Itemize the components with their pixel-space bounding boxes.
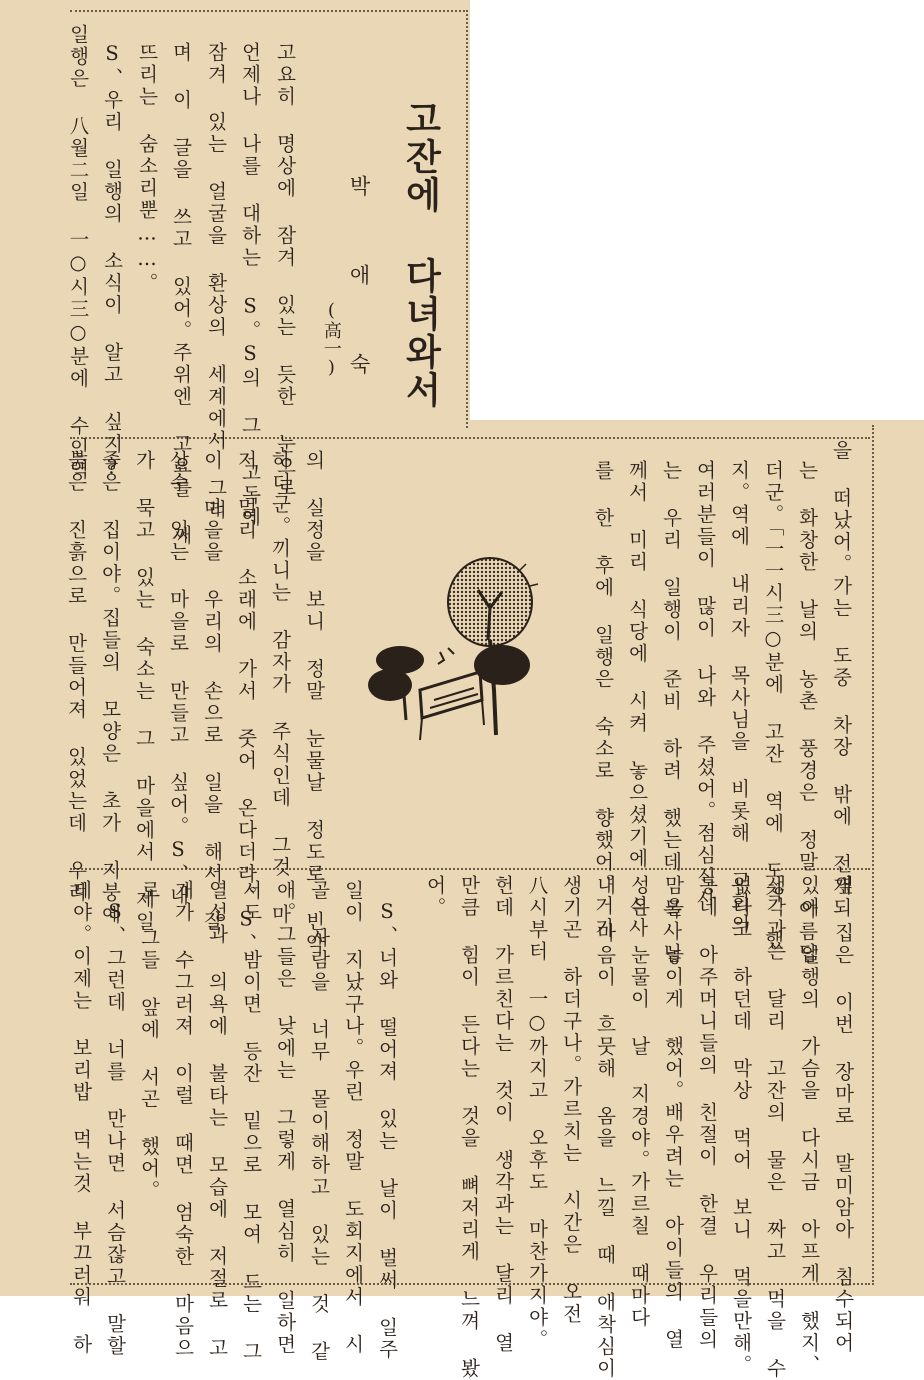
text-line: S、그런데 너를 만나면 서슴잖고 말할 [103,900,127,1358]
text-line: 하더군。끼니는 감자가 주식인데 그것 마 [268,450,292,926]
top-rule [70,10,465,12]
text-line: 없다고 하던데 막상 먹어 보니 먹을만해。 [729,875,753,1377]
text-line: 생각과는 달리 고잔의 물은 짜고 먹을 수 [763,875,787,1380]
text-line: 이 마을을 우리의 손으로 일을 해서 잘 [200,450,224,933]
text-line: 일행은 八월二일 一○시三○분에 수인역 [66,24,90,482]
text-line: 살수 있는 마을로 만들고 싶어。S、내 [166,450,190,908]
text-line: 뜨리는 숨소리뿐……。 [135,42,159,295]
text-line: 골 사람을 너무 몰이해하고 있는 것 같 [307,880,331,1363]
text-line: 테야。이제는 보리밥 먹는것 부끄러워 하 [69,880,93,1356]
text-line: 을 떠났어。가는 도중 차장 밖에 전개되 [829,440,853,920]
text-line: 저 멀리 소래에 가서 줏어 온다더라。S、 [234,450,258,955]
text-line: 더군。「一一시三○분에 고잔 역에 도착 했 [761,460,785,952]
text-line: 언제나 나를 대하는 S。S의 그 고독에 [238,42,262,529]
text-line: 만큼 힘이 든다는 것을 뼈저리게 느껴 봤 [457,875,481,1380]
bench-tree-illustration [360,550,550,750]
article-author: 박 애 숙 [347,175,371,396]
text-line: 헌데 가르친다는 것이 생각과는 달리 열 [491,875,515,1355]
text-line: 생기곤 하더구나。가르치는 시간은 오전 [559,875,583,1326]
text-line: 를 한 후에 일행은 숙소로 향했어。거기 [591,460,615,940]
text-line: 는 화창한 날의 농촌 풍경은 정말 아름답 [795,460,819,965]
text-line: 서도 밤이면 등잔 밑으로 모여 드는 그 [239,880,263,1363]
text-line: S、우리 일행의 소식이 알고 싶지? [100,42,124,481]
text-line: 로 그들 앞에 서곤 했어。 [137,880,161,1202]
text-line: 성은 눈물이 날 지경야。가르칠 때마다 [627,875,651,1329]
text-line: 옆 집은 이번 장마로 말미암아 침수되어 [831,875,855,1355]
top-right-rule [466,10,468,428]
text-line: 어。 [423,875,447,919]
text-line: 여러분들이 많이 나와 주셨어。점심식사 [693,460,717,911]
text-line: 께서 미리 식당에 시켜 놓으셨기에 식사 [625,460,649,940]
text-line: 지。역에 내리자 목사님을 비롯해 교회의 [727,460,751,936]
text-line: S、너와 떨어져 있는 날이 벌써 일주 [375,900,399,1361]
text-line: 개가 수그러져 이럴 때면 엄숙한 마음으 [171,880,195,1360]
article-grade: (高一) [320,300,342,378]
text-line: 있어 일행의 가슴을 다시금 아프게 했지、 [797,875,821,1377]
text-line: 열성과 의욕에 불타는 모습에 저절로 고 [205,880,229,1360]
text-line: 며 이 글을 쓰고 있어。주위엔 고요를 깨 [169,42,193,547]
text-line: 맘을 놓이게 했어。배우려는 아이들의 열 [661,875,685,1351]
text-line: 의 실정을 보니 정말 눈물날 정도로 빈약 [302,450,326,955]
text-line: 동네 아주머니들의 친절이 한결 우리들의 [695,875,719,1351]
text-line: 애。그들은 낮에는 그렇게 열심히 일하면 [273,880,297,1356]
text-line: 八시부터 一○까지고 오후도 마찬가지야。 [525,875,549,1351]
article-title: 고잔에 다녀와서 [400,100,441,409]
text-line: 는 우리 일행이 준비 하려 했는데 목사님 [659,460,683,965]
right-rule [872,425,874,1285]
text-line: 가 묵고 있는 숙소는 그 마을에서 제일 [132,450,156,933]
text-line: 좋은 집이야。집들의 모양은 초가 지붕에 [98,450,122,926]
text-line: 일이 지났구나。우린 정말 도회지에서 시 [341,880,365,1356]
text-line: 내 마음이 흐뭇해 옴을 느낄 때 애착심이 [593,875,617,1380]
text-line: 붉은 진흙으로 만들어져 있었는데 우리 [64,450,88,904]
text-line: 잠겨 있는 얼굴을 환상의 세계에서 그리 [204,42,228,522]
text-line: 고요히 명상에 잠겨 있는 듯한 눈으로 [273,42,297,500]
